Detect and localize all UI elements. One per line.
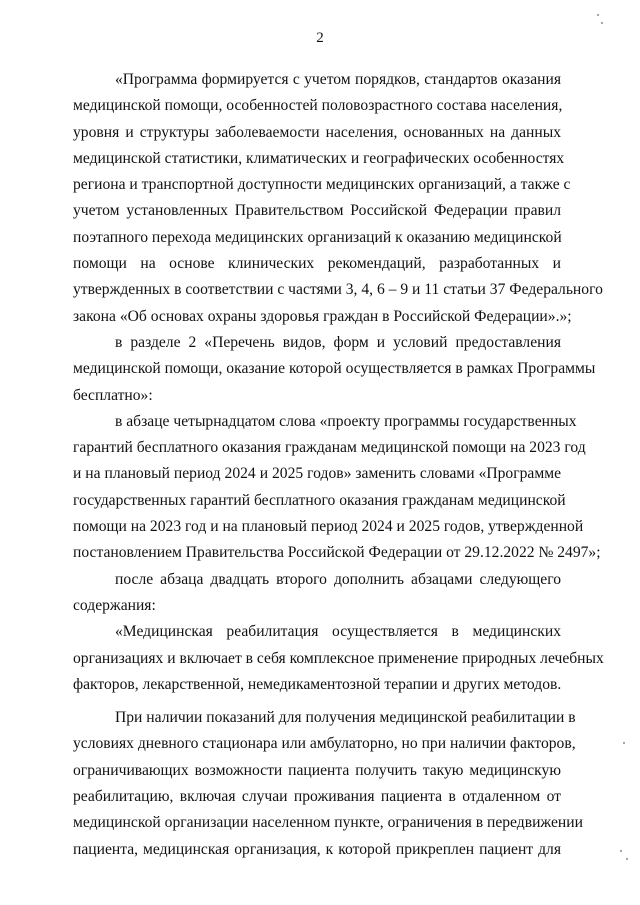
text-line: медицинской организации населенном пункте, ограничения в передвижении (73, 814, 583, 832)
text-line: реабилитацию, включая случаи проживания пациента в отдаленном от (73, 788, 561, 806)
text-line: в абзаце четырнадцатом слова «проекту программы государственных (115, 412, 577, 430)
text-line: организациях и включает в себя комплексное применение природных лечебных (73, 649, 604, 667)
text-line: факторов, лекарственной, немедикаментозной терапии и других методов. (73, 675, 562, 693)
text-line: гарантий бесплатного оказания гражданам медицинской помощи на 2023 год (73, 439, 586, 457)
text-line: закона «Об основах охраны здоровья граждан в Российской Федерации».»; (73, 307, 572, 325)
paragraph-medical-rehabilitation (73, 619, 604, 698)
paragraph-rehabilitation-indications (73, 705, 583, 863)
text-line: «Программа формируется с учетом порядков, стандартов оказания (115, 71, 561, 88)
text-line: утвержденных в соответствии с частями 3, 4, 6 – 9 и 11 статьи 37 Федерального (73, 281, 603, 299)
text-line: поэтапного перехода медицинских организаций к оказанию медицинской (73, 228, 562, 246)
text-line: региона и транспортной доступности медицинских организаций, а также с (73, 176, 571, 194)
paragraph-fourteenth-clause (73, 409, 601, 567)
text-line: помощи на 2023 год и на плановый период 2024 и 2025 годов, утвержденной (73, 518, 584, 536)
scan-speck (597, 14, 599, 16)
scan-speck (623, 742, 625, 744)
text-line: постановлением Правительства Российской Федерации от 29.12.2022 № 2497»; (73, 544, 601, 562)
text-line: медицинской помощи, особенностей половозрастного состава населения, (73, 97, 563, 115)
text-line: уровня и структуры заболеваемости населения, основанных на данных (73, 123, 561, 141)
text-line: после абзаца двадцать второго дополнить абзацами следующего (115, 570, 561, 588)
text-line: содержания: (73, 596, 156, 614)
paragraph-after-clause-22 (73, 567, 561, 620)
text-line: ограничивающих возможности пациента получить такую медицинскую (73, 761, 561, 779)
text-line: медицинской статистики, климатических и географических особенностях (73, 149, 565, 167)
page-number: 2 (316, 30, 324, 46)
text-line: При наличии показаний для получения медицинской реабилитации в (115, 709, 576, 727)
scan-speck (620, 850, 622, 852)
text-line: в разделе 2 «Перечень видов, форм и условий предоставления (115, 333, 561, 351)
document-body (73, 67, 604, 863)
text-line: и на плановый период 2024 и 2025 годов» заменить словами «Программе (73, 465, 561, 483)
text-line: медицинской помощи, оказание которой осуществляется в рамках Программы (73, 360, 596, 378)
text-line: помощи на основе клинических рекомендаций, разработанных и (73, 255, 561, 273)
text-line: «Медицинская реабилитация осуществляется в медицинских (115, 623, 561, 641)
text-line: условиях дневного стационара или амбулаторно, но при наличии факторов, (73, 735, 576, 753)
scan-speck (601, 22, 603, 24)
paragraph-gap (73, 698, 561, 705)
text-line: государственных гарантий бесплатного оказания гражданам медицинской (73, 491, 566, 509)
paragraph-program-formation (73, 67, 603, 330)
text-line: пациента, медицинская организация, к которой прикреплен пациент для (73, 840, 561, 858)
scan-speck (626, 858, 628, 860)
paragraph-section-2 (73, 330, 596, 409)
text-line: бесплатно»: (73, 386, 153, 404)
text-line: учетом установленных Правительством Российской Федерации правил (73, 202, 561, 220)
